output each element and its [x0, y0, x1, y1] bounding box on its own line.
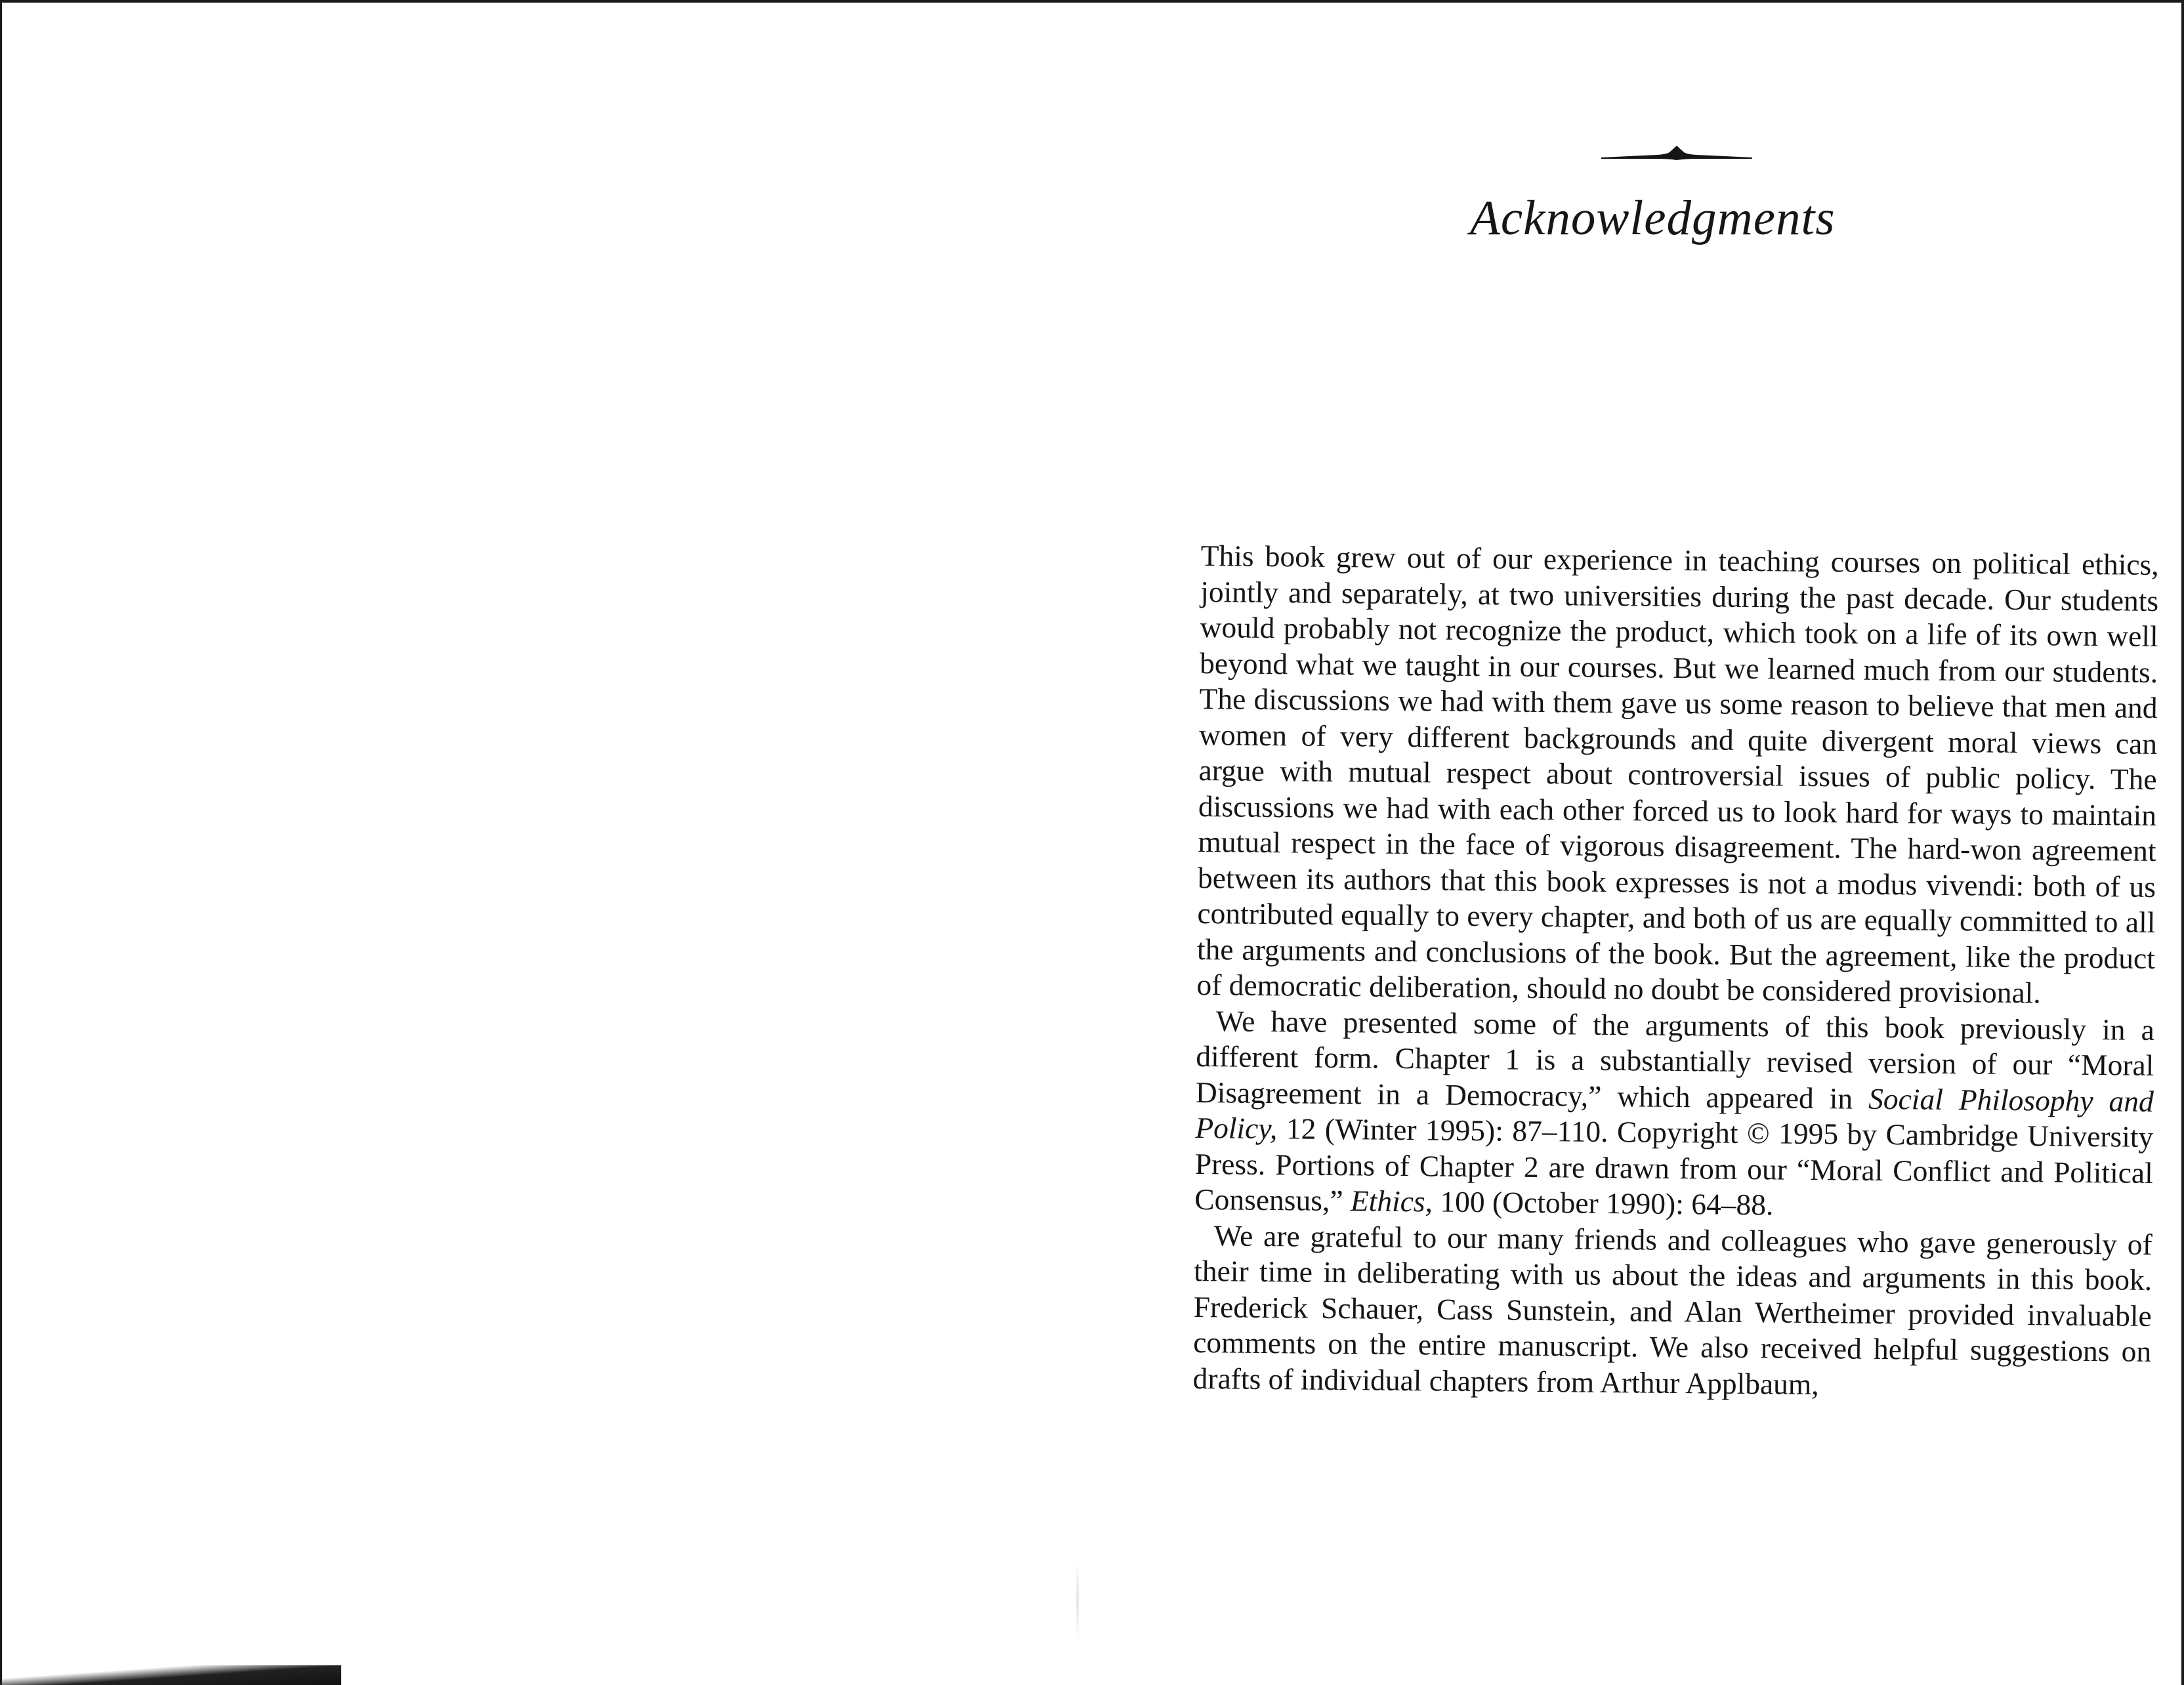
chapter-title: Acknowledgments: [1470, 191, 1836, 245]
chapter-ornament-icon: [1601, 146, 1752, 164]
paragraph-3: We are grateful to our many friends and colleagues who gave generously of their time in deliberating with us about the ideas and arguments in this book. Frederick Schauer, Cass Sunstein, and Alan Wertheimer provided invaluable comments on the entire manuscript. We also received helpful suggestions on drafts of individual chapters from Arthur Applbaum,: [1192, 1218, 2152, 1401]
scan-shadow: [0, 1665, 341, 1685]
body-text: [1192, 538, 2158, 1405]
paragraph-2: [1194, 1003, 2154, 1226]
paragraph-1: This book grew out of our experience in teaching courses on political ethics, jointly and separately, at two universities during the past decade. Our students would probably not recognize the product, which took on a life of its own well beyond what we taught in our courses. But we learned much from our students. The discussions we had with them gave us some reason to believe that men and women of very different backgrounds and quite divergent moral views can argue with mutual respect about controversial issues of public policy. The discussions we had with each other forced us to look hard for ways to maintain mutual respect in the face of vigorous disagreement. The hard-won agreement between its authors that this book expresses is not a modus vivendi: both of us contributed equally to every chapter, and both of us are equally committed to all the arguments and conclusions of the book. But the agreement, like the product of democratic deliberation, should no doubt be considered provisional.: [1196, 538, 2159, 1010]
left-page-blank: [0, 0, 1089, 1685]
gutter-mark: [1076, 1562, 1079, 1640]
paragraph-2-text: 12 (Winter 1995): 87–110. Copyright © 1995 by Cambridge University Press. Portions of Chapter 2 are drawn from our “Moral Conflict and Political Consensus,”: [1194, 1112, 2154, 1218]
paragraph-2-text: We have presented some of the arguments of this book previously in a different form. Chapter 1 is a substantially revised version of our “Moral Disagreement in a Democracy,” which appeared in: [1195, 1003, 2155, 1115]
paragraph-2-text: 100 (October 1990): 64–88.: [1432, 1184, 1774, 1222]
journal-title: Social Philosophy and Policy,: [1195, 1081, 2154, 1146]
journal-title: Ethics,: [1350, 1184, 1433, 1218]
